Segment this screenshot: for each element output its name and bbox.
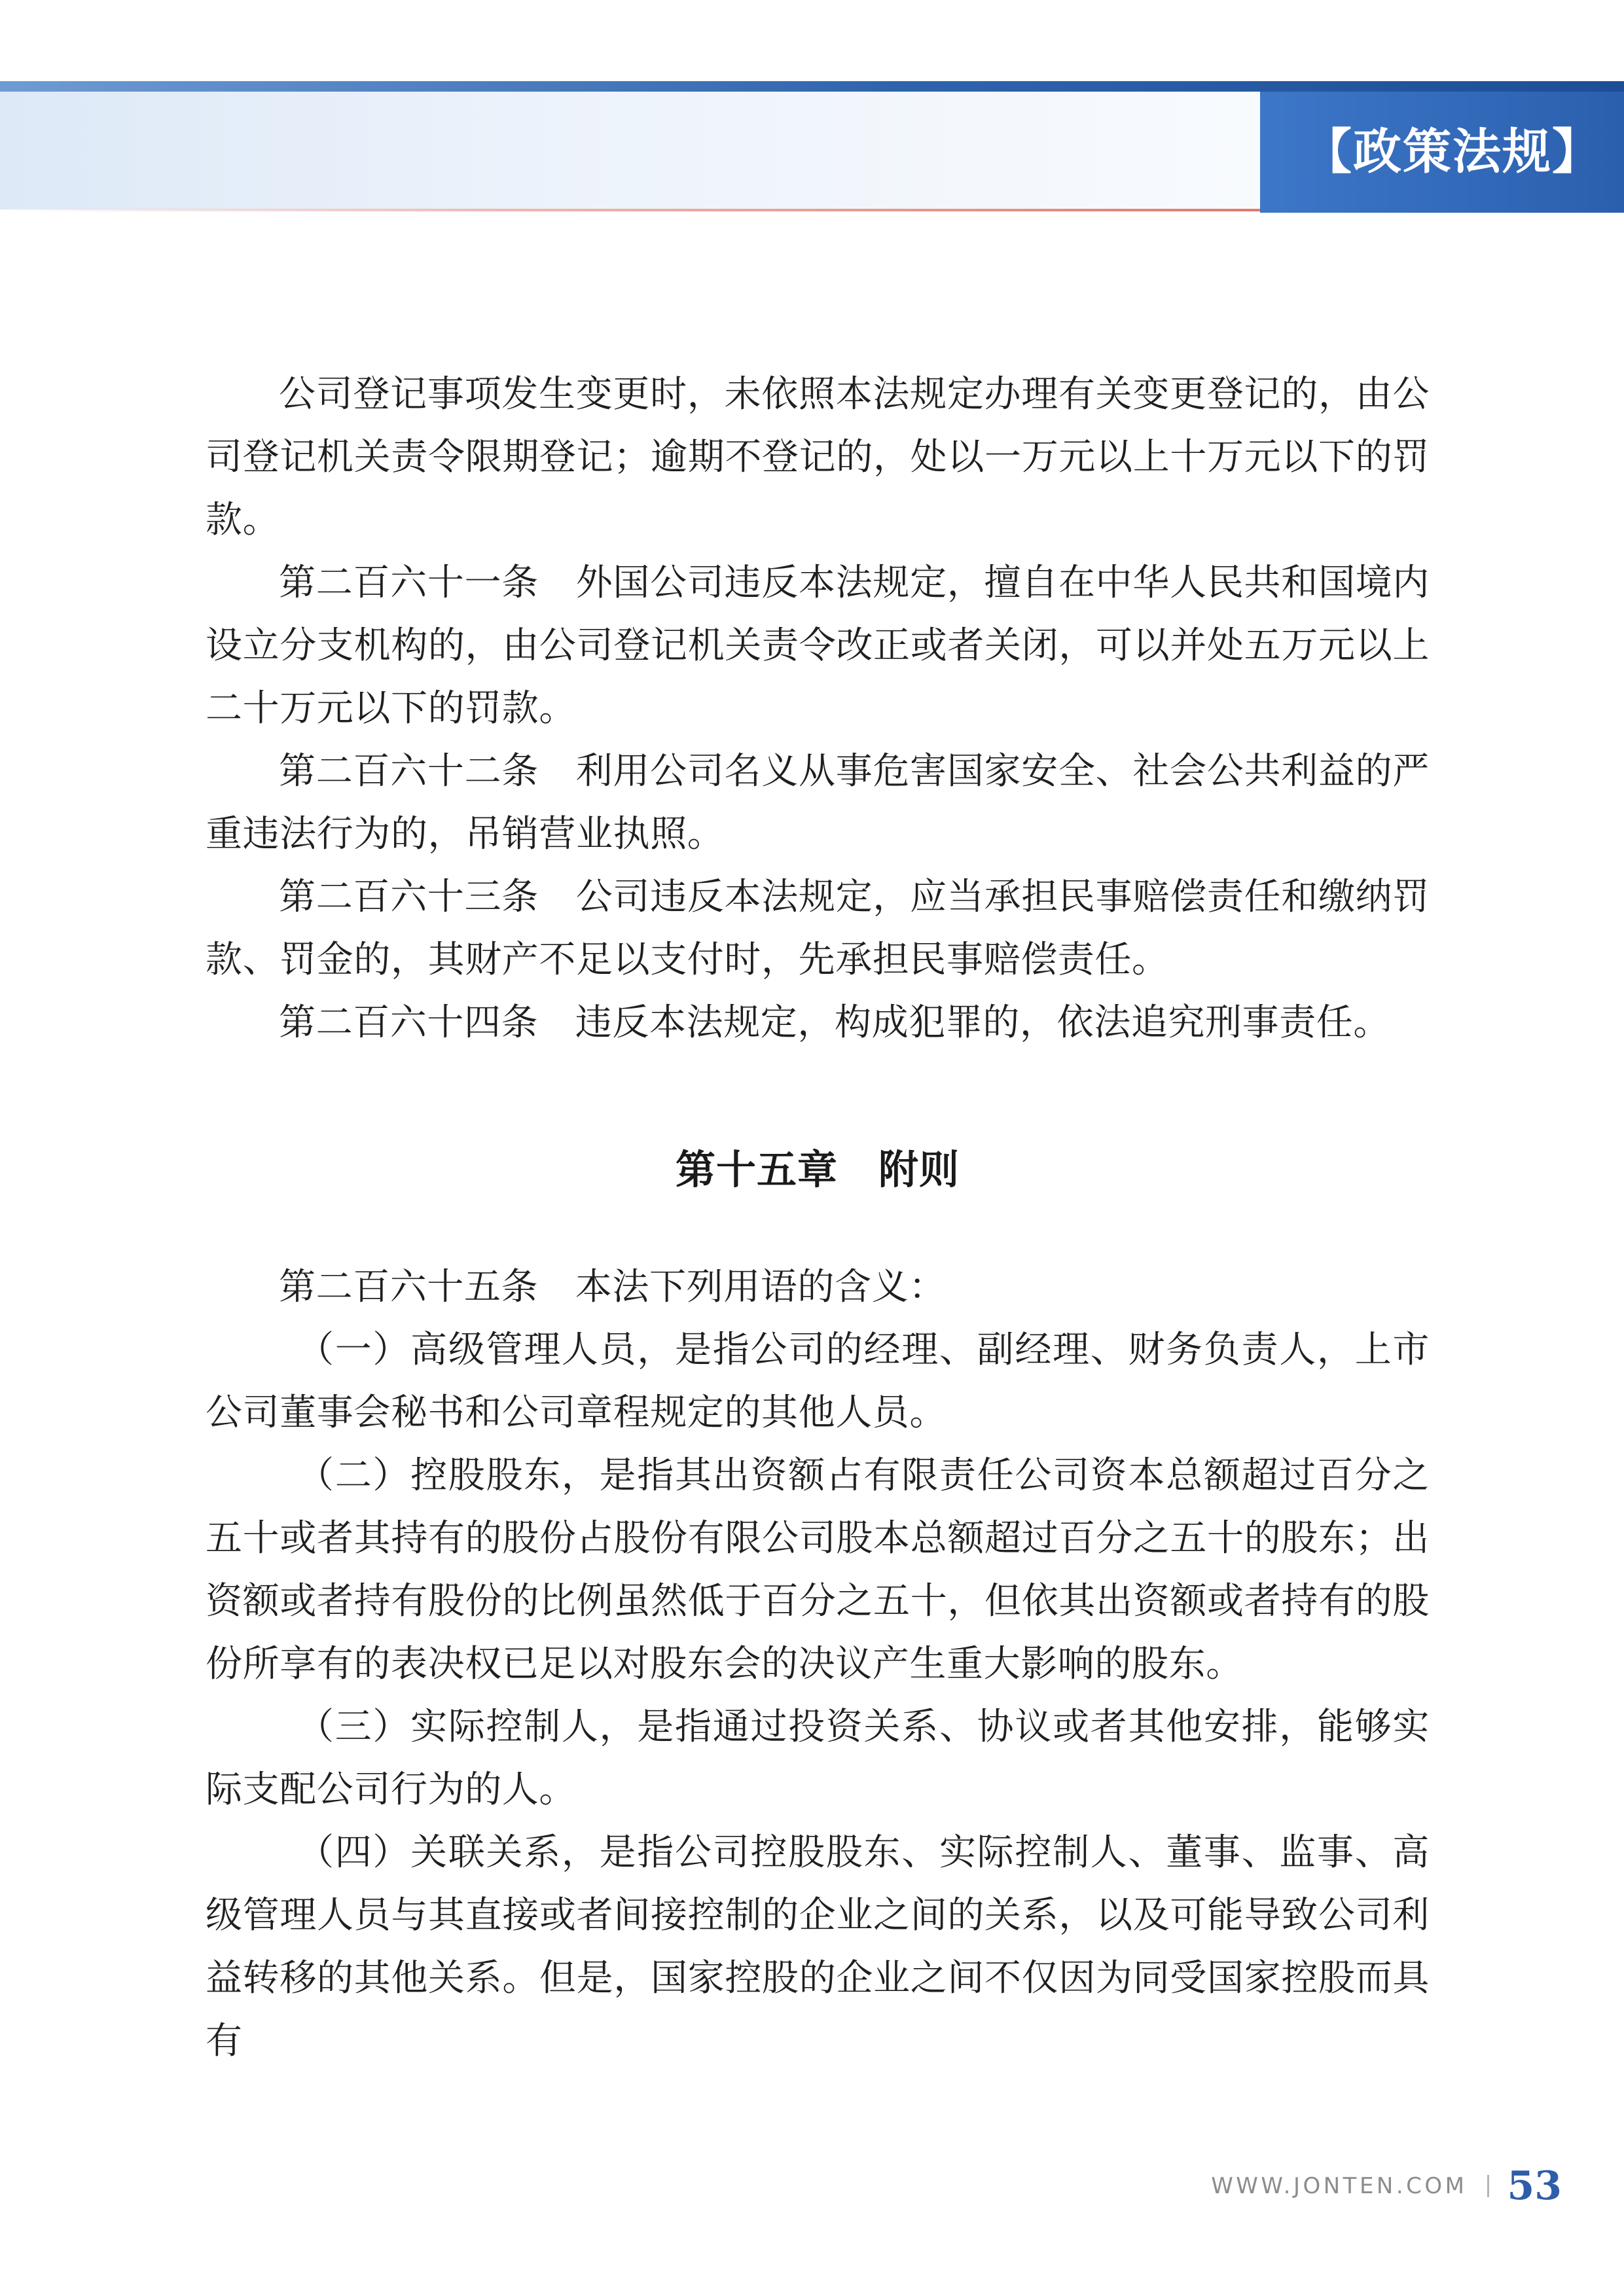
header-top-rule bbox=[0, 81, 1624, 92]
article-262: 第二百六十二条 利用公司名义从事危害国家安全、社会公共利益的严重违法行为的，吊销营业执照。 bbox=[206, 750, 1430, 855]
page-footer bbox=[1211, 2163, 1562, 2209]
definition-item: （四）关联关系，是指公司控股股东、实际控制人、董事、监事、高级管理人员与其直接或者间接控制的企业之间的关系，以及可能导致公司利益转移的其他关系。但是，国家控股的企业之间不仅因为同受国家控股而具有 bbox=[206, 1831, 1430, 2062]
definition-item: （二）控股股东，是指其出资额占有限责任公司资本总额超过百分之五十或者其持有的股份占股份有限公司股本总额超过百分之五十的股东；出资额或者持有股份的比例虽然低于百分之五十，但依其出资额或者持有的股份所享有的表决权已足以对股东会的决议产生重大影响的股东。 bbox=[206, 1454, 1430, 1685]
section-label: 【政策法规】 bbox=[1303, 124, 1602, 180]
article-264: 第二百六十四条 违反本法规定，构成犯罪的，依法追究刑事责任。 bbox=[279, 1001, 1390, 1044]
article-263: 第二百六十三条 公司违反本法规定，应当承担民事赔偿责任和缴纳罚款、罚金的，其财产不足以支付时，先承担民事赔偿责任。 bbox=[206, 876, 1430, 981]
article-265-intro: 第二百六十五条 本法下列用语的含义： bbox=[279, 1266, 946, 1308]
header-band bbox=[0, 92, 1260, 209]
paragraph: 公司登记事项发生变更时，未依照本法规定办理有关变更登记的，由公司登记机关责令限期登记；逾期不登记的，处以一万元以上十万元以下的罚款。 bbox=[206, 373, 1430, 541]
website-link[interactable]: WWW.JONTEN.COM bbox=[1211, 2173, 1468, 2199]
definition-item: （一）高级管理人员，是指公司的经理、副经理、财务负责人，上市公司董事会秘书和公司章程规定的其他人员。 bbox=[206, 1329, 1430, 1434]
section-tab bbox=[1260, 92, 1624, 213]
article-body bbox=[206, 363, 1430, 2073]
definition-item: （三）实际控制人，是指通过投资关系、协议或者其他安排，能够实际支配公司行为的人。 bbox=[206, 1706, 1430, 1811]
page-number: 53 bbox=[1507, 2163, 1562, 2209]
header-accent-rule bbox=[0, 209, 1260, 211]
article-261: 第二百六十一条 外国公司违反本法规定，擅自在中华人民共和国境内设立分支机构的，由公司登记机关责令改正或者关闭，可以并处五万元以上二十万元以下的罚款。 bbox=[206, 562, 1430, 730]
footer-divider bbox=[1487, 2175, 1489, 2197]
chapter-title: 第十五章 附则 bbox=[675, 1147, 960, 1193]
